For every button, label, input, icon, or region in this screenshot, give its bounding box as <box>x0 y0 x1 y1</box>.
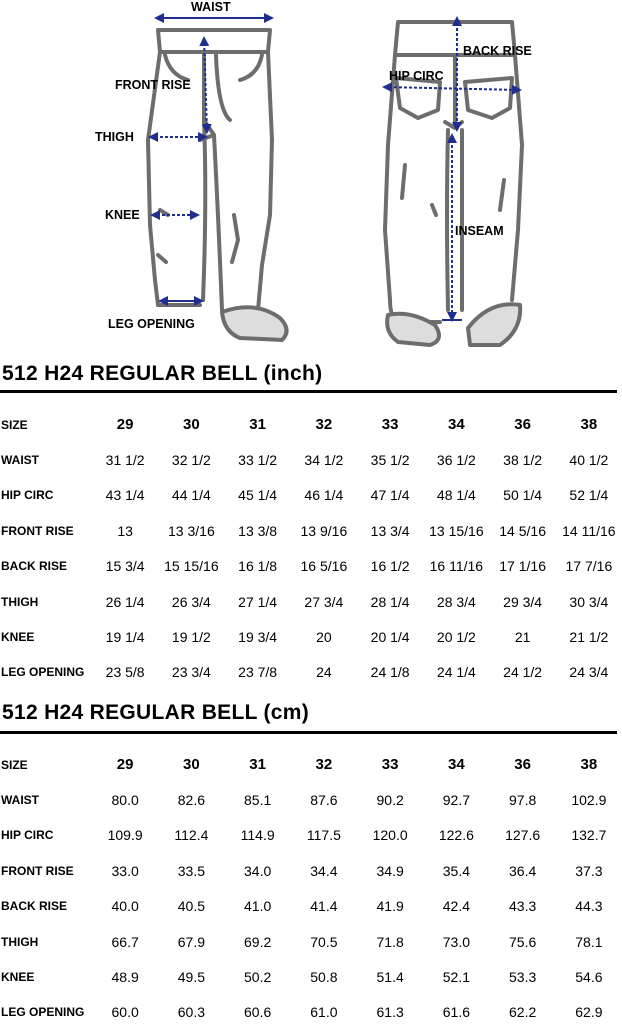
measurement-cell: 92.7 <box>442 792 470 809</box>
size-header-row <box>0 747 622 782</box>
measurement-cell: 44.3 <box>575 898 603 915</box>
table-row <box>0 655 622 690</box>
measurement-cell: 62.2 <box>509 1004 537 1021</box>
row-label: BACK RISE <box>1 559 68 574</box>
front-rise-label: FRONT RISE <box>115 78 191 92</box>
row-label: THIGH <box>1 594 39 609</box>
measurement-cell: 112.4 <box>174 827 209 844</box>
measurement-cell: 17 1/16 <box>499 558 546 575</box>
measurement-cell: 52 1/4 <box>569 487 609 504</box>
measurement-cell: 13 9/16 <box>300 522 348 539</box>
measurement-cell: 14 5/16 <box>499 522 546 539</box>
measurement-cell: 34.4 <box>310 862 338 879</box>
measurement-cell: 13 3/8 <box>238 522 278 539</box>
measurement-cell: 20 1/4 <box>370 629 410 646</box>
size-header-cell: 32 <box>315 756 333 774</box>
measurement-cell: 69.2 <box>244 933 272 950</box>
inch-table-title: 512 H24 REGULAR BELL (inch) <box>2 362 323 385</box>
measurement-cell: 32 1/2 <box>171 452 211 469</box>
measurement-cell: 34.9 <box>376 862 404 879</box>
size-header-cell: 31 <box>249 416 266 434</box>
measurement-cell: 52.1 <box>442 969 470 986</box>
measurement-cell: 26 1/4 <box>105 593 145 610</box>
measurement-cell: 37.3 <box>575 862 603 879</box>
row-label: WAIST <box>1 793 39 808</box>
measurement-cell: 70.5 <box>310 933 338 950</box>
measurement-cell: 13 <box>117 522 133 539</box>
measurement-cell: 27 1/4 <box>238 593 278 610</box>
measurement-cell: 114.9 <box>240 827 275 844</box>
measurement-cell: 28 1/4 <box>370 593 410 610</box>
size-header-cell: 29 <box>116 416 134 434</box>
measurement-cell: 102.9 <box>571 792 607 809</box>
measurement-cell: 30 3/4 <box>569 593 609 610</box>
measurement-cell: 23 5/8 <box>105 664 145 681</box>
measurement-cell: 40 1/2 <box>569 452 609 469</box>
measurement-cell: 49.5 <box>177 969 205 986</box>
measurement-cell: 19 1/4 <box>105 629 145 646</box>
table-row <box>0 549 622 584</box>
measurement-cell: 36.4 <box>509 862 537 879</box>
measurement-cell: 21 <box>514 629 531 646</box>
measurement-cell: 15 3/4 <box>105 558 145 575</box>
measurement-cell: 16 1/2 <box>370 558 410 575</box>
measurement-cell: 33.0 <box>111 862 139 879</box>
knee-label: KNEE <box>105 208 140 222</box>
size-header-cell: 38 <box>580 416 598 434</box>
size-header-cell: 34 <box>448 416 465 434</box>
measurement-cell: 60.6 <box>244 1004 272 1021</box>
table-row <box>0 478 622 513</box>
table-row <box>0 513 622 548</box>
measurement-cell: 127.6 <box>505 827 541 844</box>
measurement-cell: 41.0 <box>244 898 272 915</box>
measurement-diagram <box>0 0 622 358</box>
measurement-cell: 40.0 <box>111 898 139 915</box>
measurement-cell: 36 1/2 <box>436 452 476 469</box>
table-row <box>0 853 622 888</box>
measurement-cell: 28 3/4 <box>436 593 476 610</box>
measurement-cell: 24 1/4 <box>436 664 476 681</box>
measurement-cell: 117.5 <box>306 827 341 844</box>
row-label: LEG OPENING <box>1 1005 85 1020</box>
thigh-label: THIGH <box>95 130 134 144</box>
measurement-cell: 44 1/4 <box>171 487 211 504</box>
hip-circ-arrow <box>384 87 520 90</box>
table-row <box>0 889 622 924</box>
measurement-cell: 82.6 <box>177 792 205 809</box>
table-row <box>0 442 622 477</box>
measurement-cell: 16 5/16 <box>300 558 348 575</box>
measurement-cell: 66.7 <box>111 933 139 950</box>
inch-title-rule <box>0 390 617 393</box>
measurement-cell: 20 1/2 <box>436 629 476 646</box>
measurement-cell: 60.3 <box>177 1004 205 1021</box>
measurement-cell: 17 7/16 <box>565 558 613 575</box>
measurement-cell: 53.3 <box>509 969 537 986</box>
measurement-cell: 85.1 <box>244 792 272 809</box>
table-row <box>0 782 622 817</box>
back-rise-label: BACK RISE <box>463 44 532 58</box>
measurement-cell: 71.8 <box>376 933 404 950</box>
front-pants-illustration <box>148 30 287 340</box>
measurement-cell: 73.0 <box>442 933 470 950</box>
measurement-cell: 24 1/8 <box>370 664 410 681</box>
size-label: SIZE <box>1 417 28 432</box>
measurement-cell: 50.2 <box>244 969 272 986</box>
measurement-cell: 13 15/16 <box>429 522 484 539</box>
measurement-cell: 90.2 <box>376 792 404 809</box>
cm-table-title: 512 H24 REGULAR BELL (cm) <box>2 701 310 724</box>
waist-label: WAIST <box>191 0 231 14</box>
measurement-cell: 78.1 <box>575 933 603 950</box>
table-row <box>0 959 622 994</box>
measurement-cell: 41.9 <box>376 898 404 915</box>
size-header-cell: 33 <box>381 756 399 774</box>
measurement-cell: 21 1/2 <box>569 629 609 646</box>
size-header-cell: 30 <box>183 416 200 434</box>
measurement-cell: 62.9 <box>575 1004 603 1021</box>
measurement-cell: 35 1/2 <box>370 452 410 469</box>
measurement-cell: 34.0 <box>244 862 272 879</box>
size-header-cell: 33 <box>381 416 399 434</box>
hip-circ-label: HIP CIRC <box>389 69 444 83</box>
size-header-row <box>0 407 622 442</box>
measurement-cell: 26 3/4 <box>171 593 211 610</box>
measurement-cell: 13 3/4 <box>370 522 410 539</box>
measurement-cell: 75.6 <box>509 933 537 950</box>
measurement-cell: 122.6 <box>438 827 474 844</box>
measurement-cell: 61.0 <box>310 1004 338 1021</box>
leg-opening-label: LEG OPENING <box>108 317 195 331</box>
measurement-cell: 45 1/4 <box>238 487 278 504</box>
measurement-cell: 33.5 <box>177 862 205 879</box>
measurement-cell: 61.6 <box>442 1004 470 1021</box>
size-header-cell: 34 <box>448 756 465 774</box>
inch-size-table <box>0 407 622 690</box>
measurement-cell: 20 <box>316 629 332 646</box>
measurement-cell: 41.4 <box>310 898 338 915</box>
measurement-cell: 87.6 <box>310 792 338 809</box>
row-label: FRONT RISE <box>1 863 74 878</box>
size-label: SIZE <box>1 757 28 772</box>
row-label: BACK RISE <box>1 899 68 914</box>
measurement-cell: 67.9 <box>177 933 205 950</box>
measurement-cell: 40.5 <box>177 898 205 915</box>
row-label: FRONT RISE <box>1 523 74 538</box>
measurement-cell: 33 1/2 <box>238 452 278 469</box>
measurement-cell: 54.6 <box>575 969 603 986</box>
measurement-cell: 24 <box>316 664 332 681</box>
row-label: HIP CIRC <box>1 488 54 503</box>
measurement-cell: 43 1/4 <box>105 487 145 504</box>
size-header-cell: 38 <box>580 756 598 774</box>
measurement-cell: 35.4 <box>442 862 470 879</box>
table-row <box>0 619 622 654</box>
measurement-cell: 16 1/8 <box>238 558 278 575</box>
measurement-cell: 51.4 <box>376 969 404 986</box>
measurement-cell: 34 1/2 <box>304 452 344 469</box>
measurement-cell: 27 3/4 <box>304 593 344 610</box>
row-label: KNEE <box>1 630 35 645</box>
measurement-cell: 13 3/16 <box>168 522 215 539</box>
measurement-cell: 47 1/4 <box>370 487 410 504</box>
measurement-cell: 60.0 <box>111 1004 139 1021</box>
measurement-cell: 14 11/16 <box>562 522 616 539</box>
table-row <box>0 818 622 853</box>
row-label: KNEE <box>1 970 35 985</box>
measurement-cell: 109.9 <box>107 827 143 844</box>
measurement-cell: 19 1/2 <box>171 629 211 646</box>
size-header-cell: 30 <box>183 756 200 774</box>
measurement-cell: 61.3 <box>376 1004 404 1021</box>
measurement-cell: 38 1/2 <box>503 452 543 469</box>
measurement-cell: 23 7/8 <box>238 664 278 681</box>
table-row <box>0 584 622 619</box>
measurement-cell: 29 3/4 <box>503 593 543 610</box>
measurement-cell: 48.9 <box>111 969 139 986</box>
row-label: LEG OPENING <box>1 665 85 680</box>
row-label: WAIST <box>1 453 39 468</box>
size-header-cell: 36 <box>514 416 531 434</box>
table-row <box>0 995 622 1030</box>
measurement-cell: 97.8 <box>509 792 537 809</box>
size-header-cell: 36 <box>514 756 531 774</box>
measurement-cell: 23 3/4 <box>171 664 211 681</box>
size-header-cell: 29 <box>116 756 134 774</box>
measurement-cell: 50 1/4 <box>503 487 543 504</box>
row-label: THIGH <box>1 934 39 949</box>
measurement-cell: 24 1/2 <box>503 664 543 681</box>
measurement-cell: 24 3/4 <box>569 664 609 681</box>
measurement-cell: 80.0 <box>111 792 139 809</box>
size-header-cell: 31 <box>249 756 266 774</box>
measurement-cell: 46 1/4 <box>304 487 344 504</box>
size-header-cell: 32 <box>315 416 333 434</box>
cm-title-rule <box>0 731 617 734</box>
cm-size-table <box>0 747 622 1030</box>
measurement-cell: 132.7 <box>571 827 607 844</box>
measurement-cell: 16 11/16 <box>429 558 484 575</box>
row-label: HIP CIRC <box>1 828 54 843</box>
measurement-cell: 120.0 <box>372 827 408 844</box>
measurement-cell: 19 3/4 <box>238 629 278 646</box>
measurement-cell: 48 1/4 <box>436 487 476 504</box>
measurement-cell: 43.3 <box>509 898 537 915</box>
measurement-cell: 31 1/2 <box>105 452 145 469</box>
measurement-cell: 50.8 <box>310 969 338 986</box>
inseam-label: INSEAM <box>455 224 504 238</box>
measurement-cell: 15 15/16 <box>164 558 219 575</box>
table-row <box>0 924 622 959</box>
measurement-cell: 42.4 <box>442 898 470 915</box>
